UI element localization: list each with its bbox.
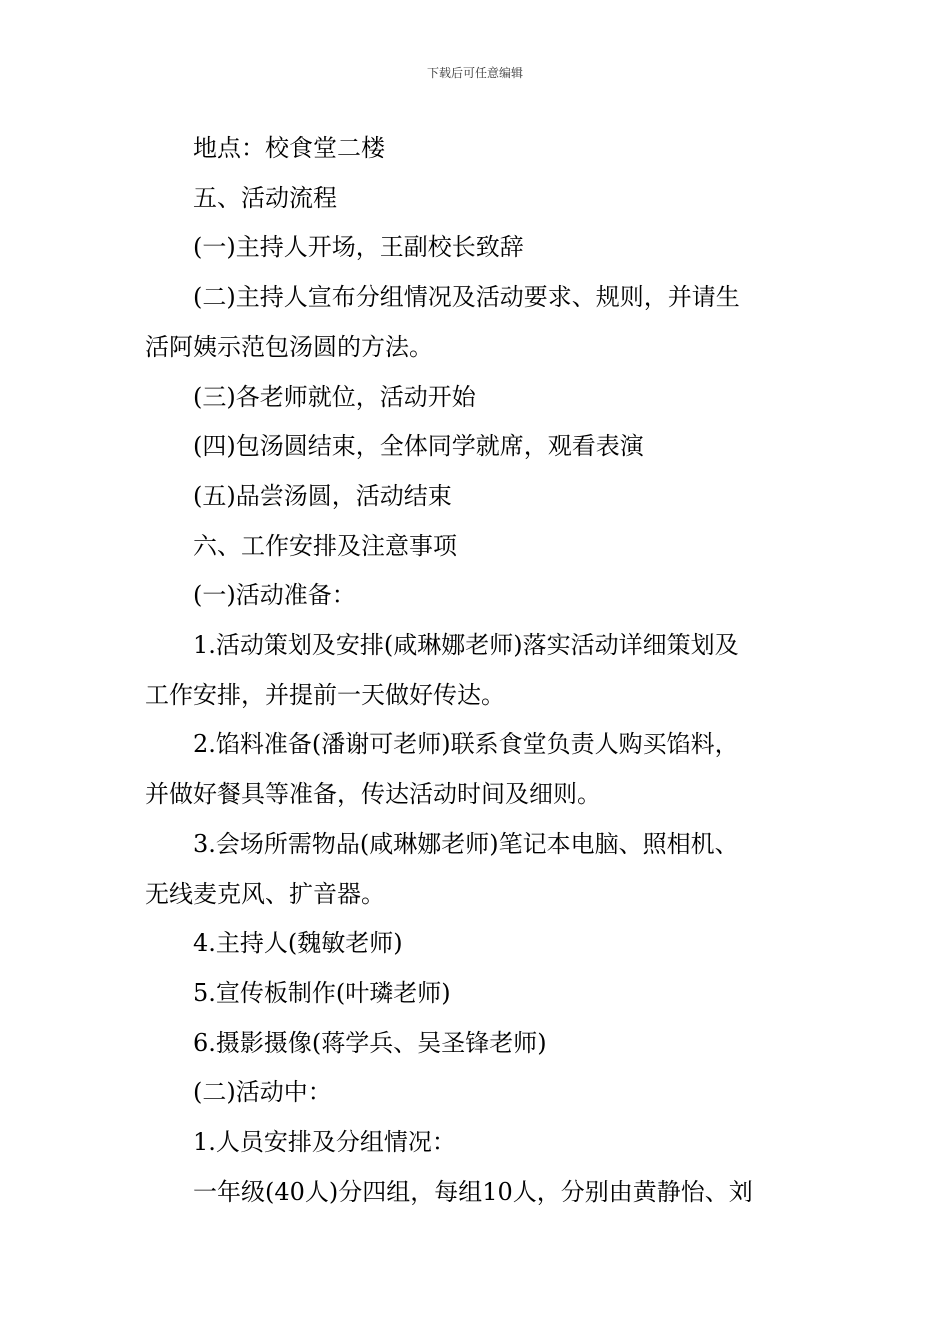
text-line: (五)品尝汤圆，活动结束 bbox=[193, 481, 452, 510]
text-line: (一)活动准备： bbox=[193, 581, 356, 610]
text-line-continued: 工作安排，并提前一天做好传达。 bbox=[145, 680, 505, 709]
text-line: 地点：校食堂二楼 bbox=[193, 134, 385, 162]
text-line: (三)各老师就位，活动开始 bbox=[193, 382, 476, 411]
section-heading: 六、工作安排及注意事项 bbox=[193, 531, 457, 560]
section-heading: 五、活动流程 bbox=[193, 183, 337, 212]
text-line: 4.主持人(魏敏老师) bbox=[193, 929, 403, 958]
text-line: (一)主持人开场，王副校长致辞 bbox=[193, 233, 524, 262]
text-line: 1.人员安排及分组情况： bbox=[193, 1128, 456, 1157]
text-line-continued: 并做好餐具等准备，传达活动时间及细则。 bbox=[145, 780, 601, 809]
text-line-continued: 无线麦克风、扩音器。 bbox=[145, 879, 385, 908]
text-line: 2.馅料准备(潘谢可老师)联系食堂负责人购买馅料， bbox=[193, 730, 739, 759]
text-line: 1.活动策划及安排(咸琳娜老师)落实活动详细策划及 bbox=[193, 631, 739, 660]
text-line: (二)主持人宣布分组情况及活动要求、规则，并请生 bbox=[193, 283, 740, 312]
text-line: 5.宣传板制作(叶璘老师) bbox=[193, 978, 451, 1007]
text-line: 3.会场所需物品(咸琳娜老师)笔记本电脑、照相机、 bbox=[193, 829, 739, 858]
document-body bbox=[145, 124, 810, 1217]
text-line-continued: 活阿姨示范包汤圆的方法。 bbox=[145, 332, 433, 361]
text-line: 6.摄影摄像(蒋学兵、吴圣锋老师) bbox=[193, 1028, 547, 1057]
text-line: (二)活动中： bbox=[193, 1078, 332, 1107]
text-line: 一年级(40人)分四组，每组10人，分别由黄静怡、刘 bbox=[193, 1177, 753, 1206]
text-line: (四)包汤圆结束，全体同学就席，观看表演 bbox=[193, 432, 644, 461]
page-header: 下载后可任意编辑 bbox=[426, 66, 523, 80]
